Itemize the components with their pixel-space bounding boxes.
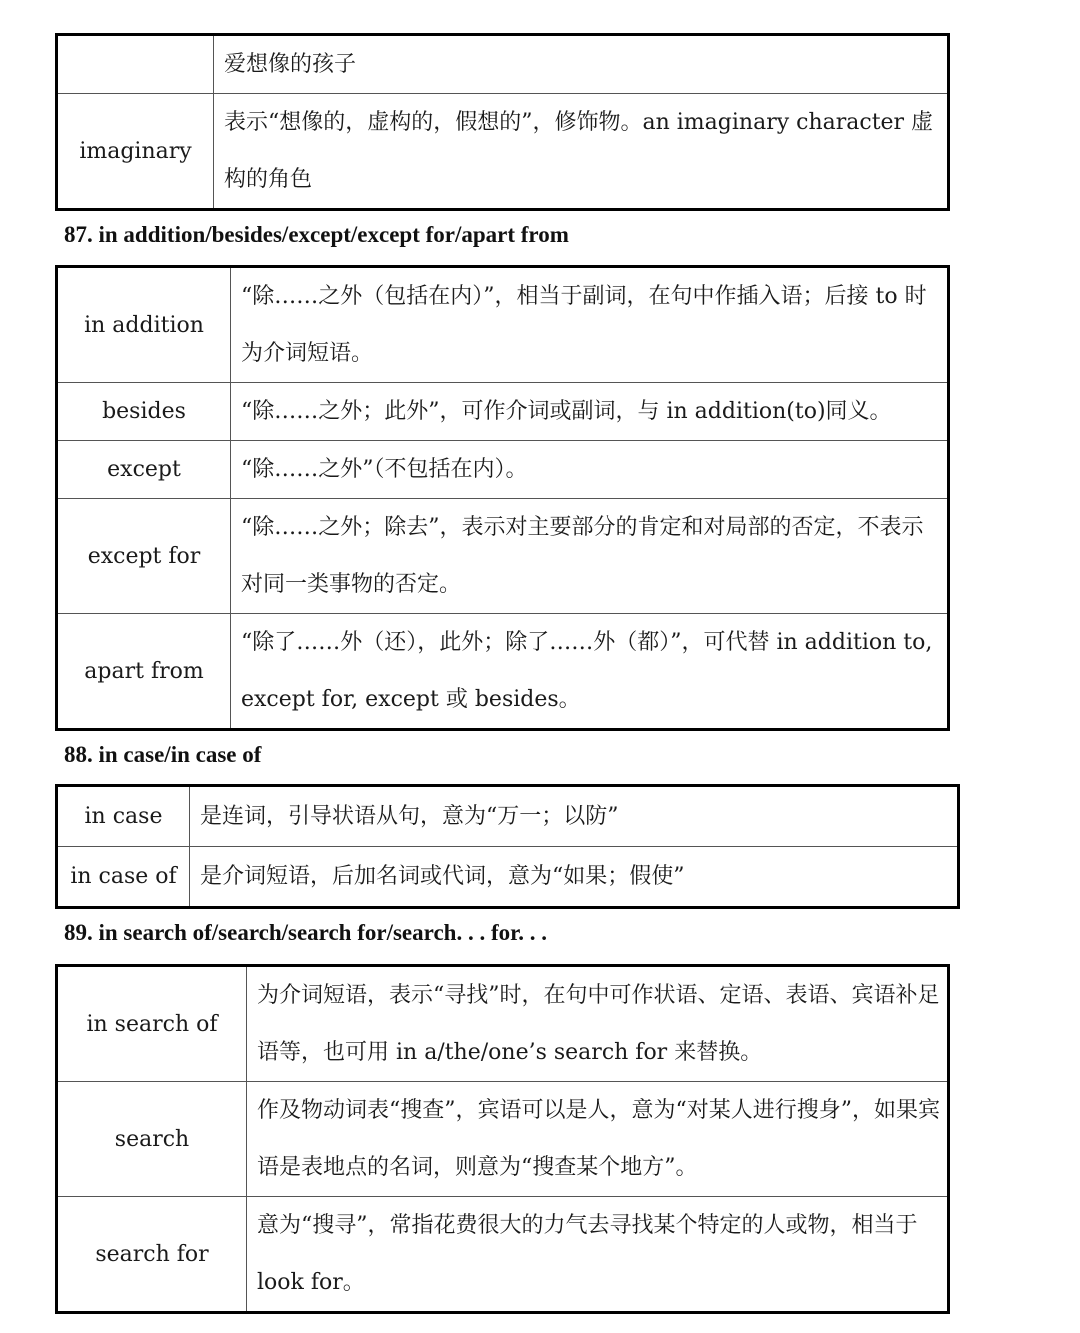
table-row bbox=[57, 1197, 949, 1313]
term-cell: apart from bbox=[57, 614, 231, 730]
definition-cell: 意为“搜寻”，常指花费很大的力气去寻找某个特定的人或物，相当于 look for。 bbox=[247, 1197, 949, 1313]
table-row bbox=[57, 35, 949, 94]
term-cell: in case bbox=[57, 786, 190, 847]
definition-cell: 表示“想像的，虚构的，假想的”，修饰物。an imaginary character 虚构的角色 bbox=[214, 94, 949, 210]
table-row bbox=[57, 614, 949, 730]
table-89 bbox=[55, 964, 950, 1314]
definition-cell: 爱想像的孩子 bbox=[214, 35, 949, 94]
term-cell: in search of bbox=[57, 966, 247, 1082]
table-row bbox=[57, 94, 949, 210]
term-cell: in addition bbox=[57, 267, 231, 383]
definition-cell: “除……之外；此外”，可作介词或副词，与 in addition(to)同义。 bbox=[231, 383, 949, 441]
term-cell: search for bbox=[57, 1197, 247, 1313]
section-heading-89: 89. in search of/search/search for/search. . . for. . . bbox=[64, 920, 547, 945]
definition-cell: 是介词短语，后加名词或代词，意为“如果；假使” bbox=[190, 847, 959, 908]
definition-cell: 作及物动词表“搜查”，宾语可以是人，意为“对某人进行搜身”，如果宾语是表地点的名词，则意为“搜查某个地方”。 bbox=[247, 1082, 949, 1197]
table-88 bbox=[55, 784, 960, 909]
definition-cell: 为介词短语，表示“寻找”时，在句中可作状语、定语、表语、宾语补足语等，也可用 in a/the/one’s search for 来替换。 bbox=[247, 966, 949, 1082]
table-row bbox=[57, 786, 959, 847]
term-cell: in case of bbox=[57, 847, 190, 908]
term-cell: except for bbox=[57, 499, 231, 614]
term-cell bbox=[57, 35, 214, 94]
term-cell: imaginary bbox=[57, 94, 214, 210]
table-row bbox=[57, 383, 949, 441]
term-cell: except bbox=[57, 441, 231, 499]
definition-cell: “除……之外（包括在内）”，相当于副词，在句中作插入语；后接 to 时为介词短语。 bbox=[231, 267, 949, 383]
term-cell: besides bbox=[57, 383, 231, 441]
table-row bbox=[57, 267, 949, 383]
definition-cell: “除了……外（还），此外；除了……外（都）”，可代替 in addition to, except for, except 或 besides。 bbox=[231, 614, 949, 730]
term-cell: search bbox=[57, 1082, 247, 1197]
definition-cell: “除……之外”（不包括在内）。 bbox=[231, 441, 949, 499]
table-top bbox=[55, 33, 950, 211]
table-row bbox=[57, 441, 949, 499]
table-row bbox=[57, 499, 949, 614]
definition-cell: 是连词，引导状语从句，意为“万一；以防” bbox=[190, 786, 959, 847]
table-row bbox=[57, 1082, 949, 1197]
table-row bbox=[57, 847, 959, 908]
section-heading-88: 88. in case/in case of bbox=[64, 742, 262, 767]
table-87 bbox=[55, 265, 950, 731]
section-heading-87: 87. in addition/besides/except/except for/apart from bbox=[64, 222, 569, 247]
definition-cell: “除……之外；除去”，表示对主要部分的肯定和对局部的否定，不表示对同一类事物的否定。 bbox=[231, 499, 949, 614]
table-row bbox=[57, 966, 949, 1082]
